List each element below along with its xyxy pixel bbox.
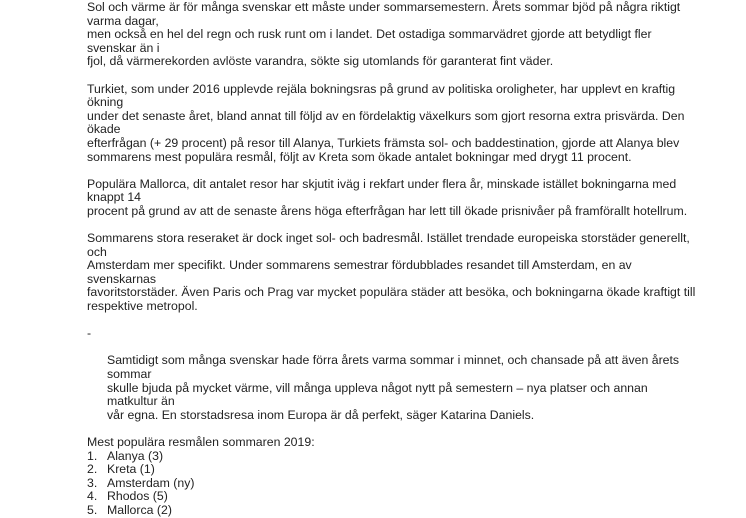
list-item-text: Mallorca (2) (107, 502, 172, 517)
list-item (87, 463, 697, 477)
paragraph-intro: Sol och värme är för många svenskar ett måste under sommarsemestern. Årets sommar bjöd på några riktigt varma dagar, men också en hel del regn och rusk runt om i landet. Det ostadiga sommarvädret gjorde att betydligt fler svenskar än i fjol, då värmerekorden avlöste varandra, sökte sig utomlands för garanterat fint väder. (87, 0, 681, 69)
list-item-number: 5. (87, 502, 98, 517)
list-heading: Mest populära resmålen sommaren 2019: (87, 435, 315, 449)
paragraph-cities: Sommarens stora reseraket är dock inget sol- och badresmål. Istället trendade europeiska storstäder generellt, och Amsterdam mer specifikt. Under sommarens semestrar fördubblades resandet till Amsterdam, en av svenskarnas favoritstorstäder. Även Paris och Prag var mycket populära städer att besöka, och bokningarna ökade kraftigt till respektive metropol. (87, 231, 696, 314)
list-item (87, 450, 697, 464)
list-item-text: Alanya (3) (107, 448, 164, 463)
list-item-number: 3. (87, 475, 98, 490)
list-item-number: 4. (87, 489, 98, 504)
list-item-text: Kreta (1) (107, 462, 155, 477)
quote-block (87, 327, 697, 422)
list-item-number: 1. (87, 448, 98, 463)
paragraph-turkey: Turkiet, som under 2016 upplevde rejäla bokningsras på grund av politiska oroligheter, har upplevt en kraftig ökning under det senaste året, bland annat till följd av en fördelaktig växelkurs som gjort resorna extra prisvärda. Den ökade efterfrågan (+ 29 procent) på resor till Alanya, Turkiets främsta sol- och baddestination, gjorde att Alanya blev sommarens mest populära resmål, följt av Kreta som ökade antalet bokningar med drygt 11 procent. (87, 81, 685, 164)
list-item-text: Amsterdam (ny) (107, 475, 195, 490)
list-item (87, 504, 697, 518)
destination-list (87, 450, 697, 518)
press-release-body (87, 1, 697, 518)
list-item (87, 477, 697, 491)
paragraph-mallorca: Populära Mallorca, dit antalet resor har skjutit iväg i rekfart under flera år, minskade istället bokningarna med knappt 14 procent på grund av att de senaste årens höga efterfrågan har lett till ökade prisnivåer på framförallt hotellrum. (87, 176, 688, 218)
list-item (87, 490, 697, 504)
quote-dash: - (87, 326, 92, 341)
quote-text: Samtidigt som många svenskar hade förra årets varma sommar i minnet, och chansade på att även årets sommar skulle bjuda på mycket värme, vill många uppleva något nytt på semestern – nya platser och annan matkultur än vår egna. En storstadsresa inom Europa är då perfekt, säger Katarina Daniels. (107, 353, 680, 422)
list-item-number: 2. (87, 462, 98, 477)
list-item-text: Rhodos (5) (107, 489, 168, 504)
